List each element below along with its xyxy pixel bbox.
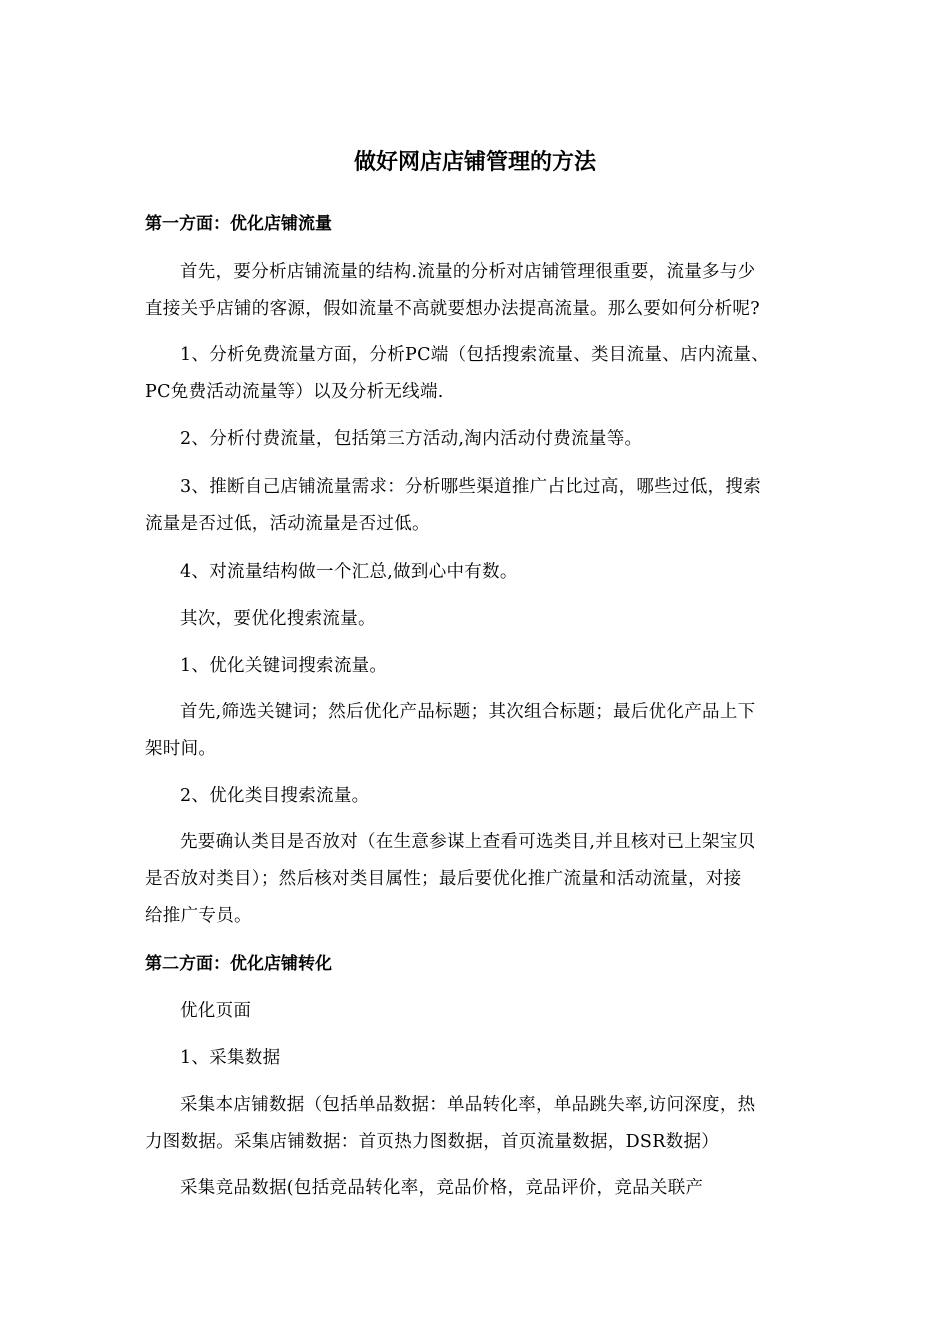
section-heading-1: 第一方面：优化店铺流量 [145, 214, 332, 234]
section-heading-2: 第二方面：优化店铺转化 [145, 954, 332, 974]
paragraph-line: PC免费活动流量等）以及分析无线端. [145, 382, 444, 402]
paragraph-line: 是否放对类目）；然后核对类目属性；最后要优化推广流量和活动流量，对接 [145, 869, 742, 889]
paragraph-keyword-steps [145, 694, 825, 768]
paragraph-line: 优化页面 [180, 1001, 252, 1021]
paragraph-collect-data [145, 1040, 825, 1077]
paragraph-line: 1、采集数据 [180, 1048, 281, 1068]
paragraph-line: 其次，要优化搜索流量。 [180, 609, 376, 629]
paragraph-line: 架时间。 [145, 739, 217, 759]
paragraph-line: 给推广专员。 [145, 906, 252, 926]
paragraph-category-check [145, 824, 825, 935]
paragraph-free-traffic [145, 337, 825, 411]
paragraph-own-store-data [145, 1087, 825, 1161]
paragraph-line: 采集竞品数据(包括竞品转化率，竞品价格，竞品评价，竞品关联产 [180, 1178, 704, 1198]
paragraph-line: 先要确认类目是否放对（在生意参谋上查看可选类目,并且核对已上架宝贝 [180, 832, 756, 852]
paragraph-traffic-demand [145, 469, 825, 543]
paragraph-line: 1、优化关键词搜索流量。 [180, 656, 388, 676]
paragraph-line: 流量是否过低，活动流量是否过低。 [145, 514, 430, 534]
document-title: 做好网店店铺管理的方法 [353, 150, 596, 175]
paragraph-keyword-search [145, 648, 825, 685]
paragraph-line: 直接关乎店铺的客源，假如流量不高就要想办法提高流量。那么要如何分析呢? [145, 299, 760, 319]
paragraph-optimize-search [145, 601, 825, 638]
paragraph-traffic-summary [145, 554, 825, 591]
paragraph-line: 采集本店铺数据（包括单品数据：单品转化率，单品跳失率,访问深度，热 [180, 1095, 756, 1115]
paragraph-line: 1、分析免费流量方面，分析PC端（包括搜索流量、类目流量、店内流量、 [180, 345, 769, 365]
paragraph-line: 2、分析付费流量，包括第三方活动,淘内活动付费流量等。 [180, 429, 643, 449]
paragraph-line: 力图数据。采集店铺数据：首页热力图数据，首页流量数据，DSR数据） [145, 1132, 720, 1152]
paragraph-optimize-page [145, 993, 825, 1030]
paragraph-category-search [145, 778, 825, 815]
paragraph-traffic-structure [145, 254, 825, 328]
paragraph-line: 首先，要分析店铺流量的结构.流量的分析对店铺管理很重要，流量多与少 [180, 262, 756, 282]
paragraph-line: 4、对流量结构做一个汇总,做到心中有数。 [180, 562, 518, 582]
paragraph-competitor-data [145, 1170, 825, 1207]
paragraph-paid-traffic [145, 421, 825, 458]
paragraph-line: 2、优化类目搜索流量。 [180, 786, 370, 806]
paragraph-line: 3、推断自己店铺流量需求：分析哪些渠道推广占比过高，哪些过低，搜索 [180, 477, 762, 497]
paragraph-line: 首先,筛选关键词；然后优化产品标题；其次组合标题；最后优化产品上下 [180, 702, 756, 722]
